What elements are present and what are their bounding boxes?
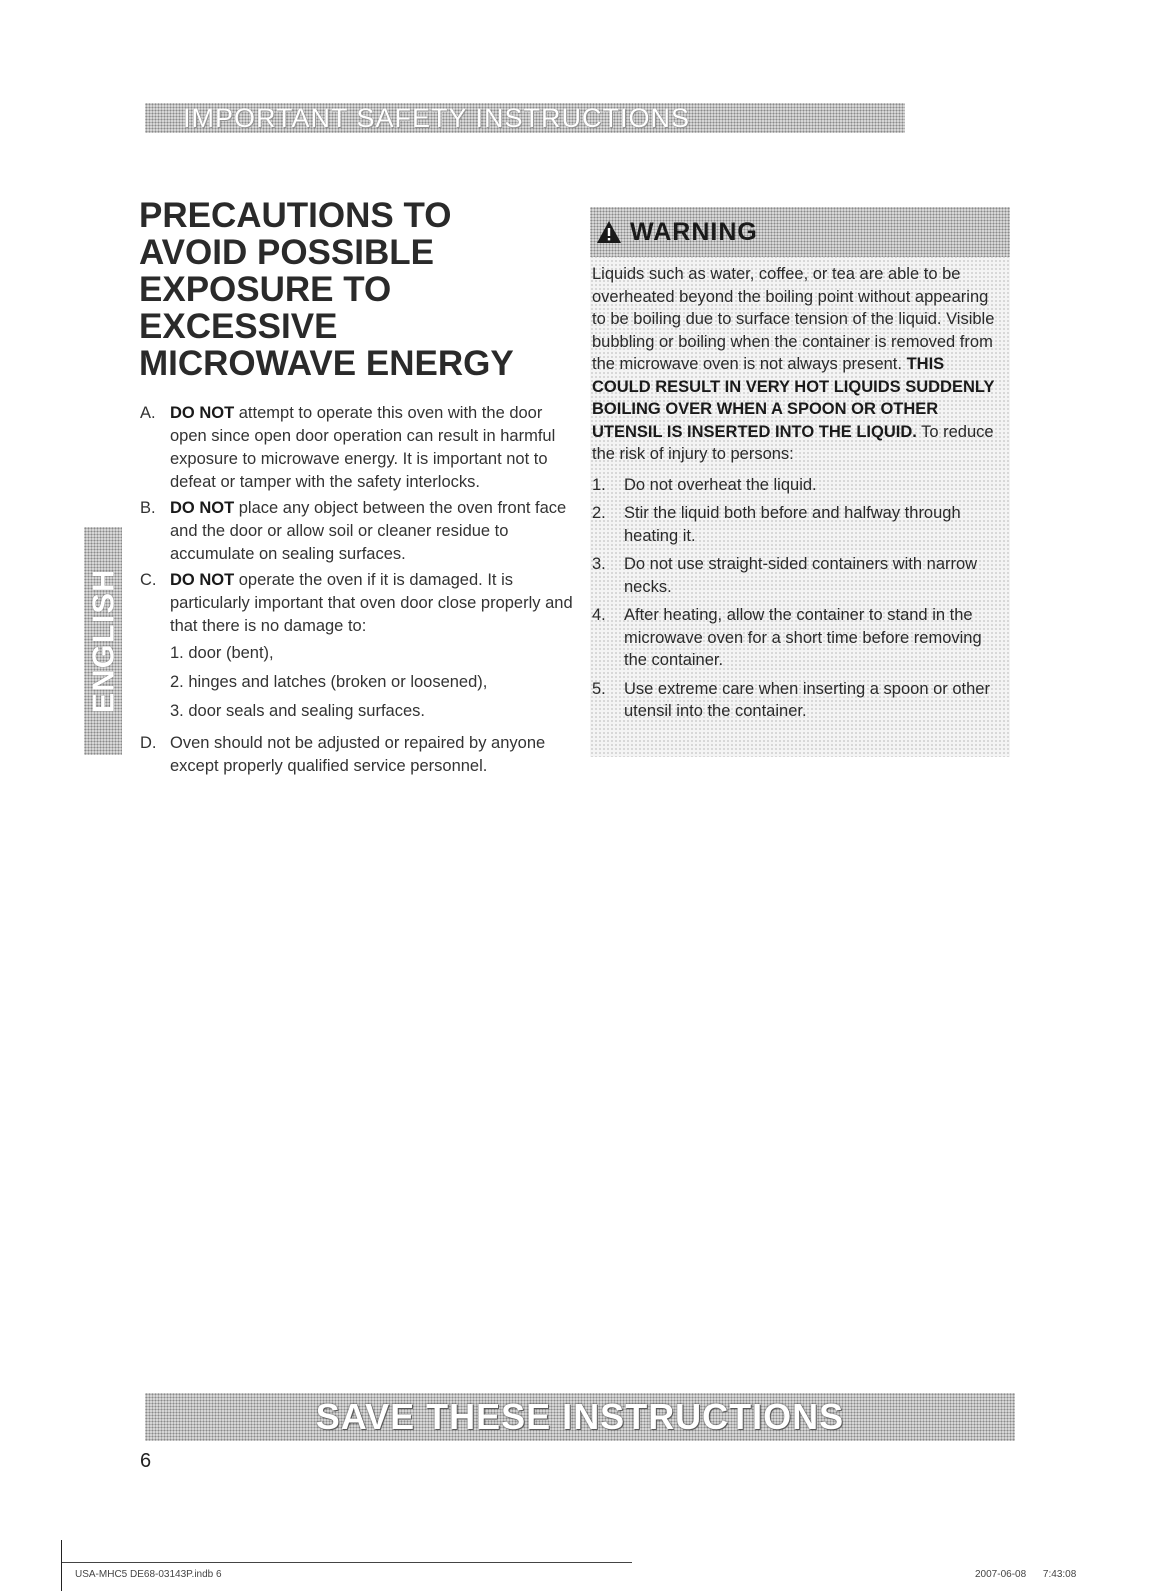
- header-band: [145, 103, 905, 133]
- warning-box: [590, 207, 1010, 757]
- sub-item: 1. door (bent),: [170, 644, 274, 662]
- warning-header: [590, 207, 1010, 257]
- bottom-rule: [62, 1562, 632, 1563]
- warning-list-item: 2. Stir the liquid both before and halfway through heating it.: [592, 504, 961, 545]
- warning-list-item: 4. After heating, allow the container to stand in the microwave oven for a short time before removing the container.: [592, 606, 982, 669]
- warning-list-item: 1. Do not overheat the liquid.: [592, 475, 817, 494]
- crop-mark: [61, 1540, 62, 1591]
- precaution-item-d: D. Oven should not be adjusted or repaired by anyone except properly qualified service personnel.: [140, 734, 546, 775]
- language-side-tab: [84, 527, 122, 755]
- warning-list-item: 5. Use extreme care when inserting a spoon or other utensil into the container.: [592, 679, 990, 720]
- save-instructions-text: SAVE THESE INSTRUCTIONS: [315, 1396, 845, 1437]
- precautions-title: PRECAUTIONS TO AVOID POSSIBLE EXPOSURE TO EXCESSIVE MICROWAVE ENERGY: [139, 196, 514, 383]
- damage-sublist: [170, 642, 580, 723]
- warning-list-item: 3. Do not use straight-sided containers with narrow necks.: [592, 555, 978, 596]
- precautions-list: [140, 402, 580, 781]
- sub-item: 3. door seals and sealing surfaces.: [170, 702, 425, 720]
- print-slug-timestamp: 2007-06-08 7:43:08: [975, 1569, 1077, 1580]
- save-instructions-band: [145, 1393, 1015, 1441]
- sub-item: 2. hinges and latches (broken or loosened),: [170, 673, 488, 691]
- warning-triangle-icon: [596, 220, 622, 244]
- warning-list: [592, 474, 1000, 723]
- precaution-item-a: A. DO NOT attempt to operate this oven with the door open since open door operation can result in harmful exposure to microwave energy. It is important not to defeat or tamper with the safety interlocks.: [140, 404, 556, 491]
- side-tab-label: ENGLISH: [85, 568, 121, 714]
- print-slug-file: USA-MHC5 DE68-03143P.indb 6: [75, 1569, 222, 1580]
- warning-body: [592, 263, 1000, 729]
- header-title: IMPORTANT SAFETY INSTRUCTIONS: [183, 102, 691, 133]
- page-number: 6: [140, 1450, 152, 1472]
- warning-label: WARNING: [630, 217, 758, 246]
- warning-paragraph: Liquids such as water, coffee, or tea are able to be overheated beyond the boiling point without appearing to be boiling due to surface tension of the liquid. Visible bubbling or boiling when the container is removed from the microwave oven is not always present. THIS COULD RESULT IN VERY HOT LIQUIDS SUDDENLY BOILING OVER WHEN A SPOON OR OTHER UTENSIL IS INSERTED INTO THE LIQUID. To reduce the risk of injury to persons:: [592, 265, 995, 463]
- precaution-item-b: B. DO NOT place any object between the oven front face and the door or allow soil or cleaner residue to accumulate on sealing surfaces.: [140, 499, 567, 563]
- precaution-item-c: C. DO NOT operate the oven if it is damaged. It is particularly important that oven door close properly and that there is no damage to: 1. door (bent), 2. hinges and latches (broken or loosened), 3. door seals and sealing surfaces.: [140, 569, 580, 729]
